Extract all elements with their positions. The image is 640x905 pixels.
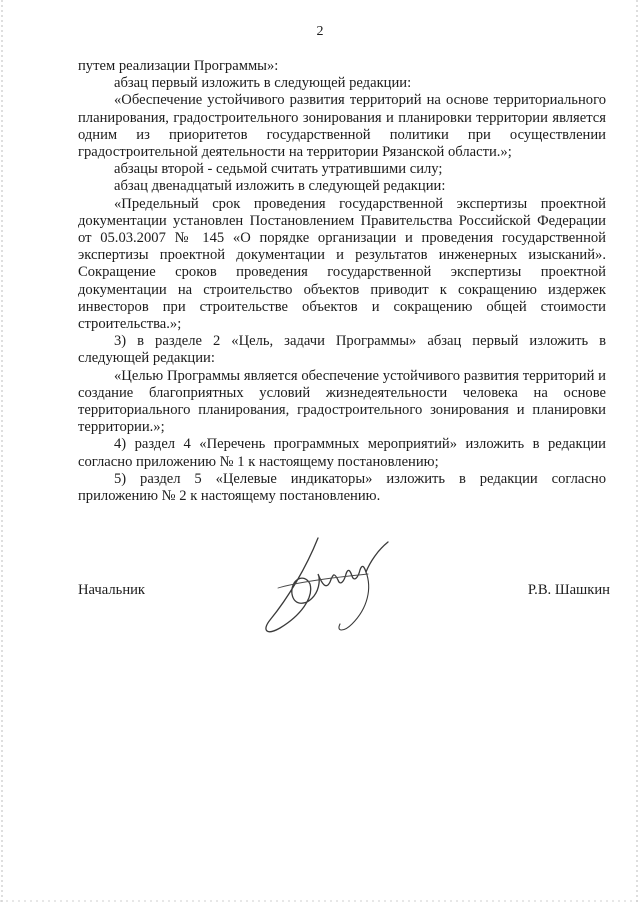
paragraph: «Целью Программы является обеспечение устойчивого развития территорий и создание благоприятных условий жизнедеятельности человека на основе территориального планирования, градостроительного зонирования и планировки территории.»; — [78, 367, 606, 436]
handwritten-signature — [248, 528, 408, 640]
signatory-name: Р.В. Шашкин — [527, 582, 610, 598]
paragraph: абзацы второй - седьмой считать утратившими силу; — [114, 161, 443, 178]
paragraph: 3) в разделе 2 «Цель, задачи Программы» абзац первый изложить в следующей редакции: — [78, 333, 606, 367]
signatory-title: Начальник — [78, 582, 146, 598]
paragraph: абзац двенадцатый изложить в следующей редакции: — [114, 178, 446, 195]
paragraph: путем реализации Программы»: — [78, 58, 279, 74]
paragraph: абзац первый изложить в следующей редакции: — [114, 75, 412, 92]
scan-edge-right — [636, 0, 638, 905]
paragraph: 5) раздел 5 «Целевые индикаторы» изложить в редакции согласно приложению № 2 к настоящему постановлению. — [78, 470, 606, 505]
document-body — [78, 58, 606, 505]
page-number: 2 — [316, 24, 324, 39]
scan-edge-bottom — [0, 900, 640, 902]
paragraph: 4) раздел 4 «Перечень программных мероприятий» изложить в редакции согласно приложению № 1 к настоящему постановлению; — [78, 436, 606, 470]
paragraph: «Предельный срок проведения государственной экспертизы проектной документации установлен Постановлением Правительства Российской Федерации от 05.03.2007 № 145 «О порядке организации и проведения государственной экспертизы проектной документации и результатов инженерных изысканий». Сокращение сроков проведения государственной экспертизы проектной документации на строительство объектов приводит к сокращению издержек инвесторов при строительстве объектов и сокращению общей стоимости строительства.»; — [78, 195, 606, 333]
scan-edge-left — [1, 0, 3, 905]
paragraph: «Обеспечение устойчивого развития территорий на основе территориального планирования, градостроительного зонирования и планировки территории является одним из приоритетов государственной политики при осуществлении градостроительной деятельности на территории Рязанской области.»; — [78, 92, 606, 161]
